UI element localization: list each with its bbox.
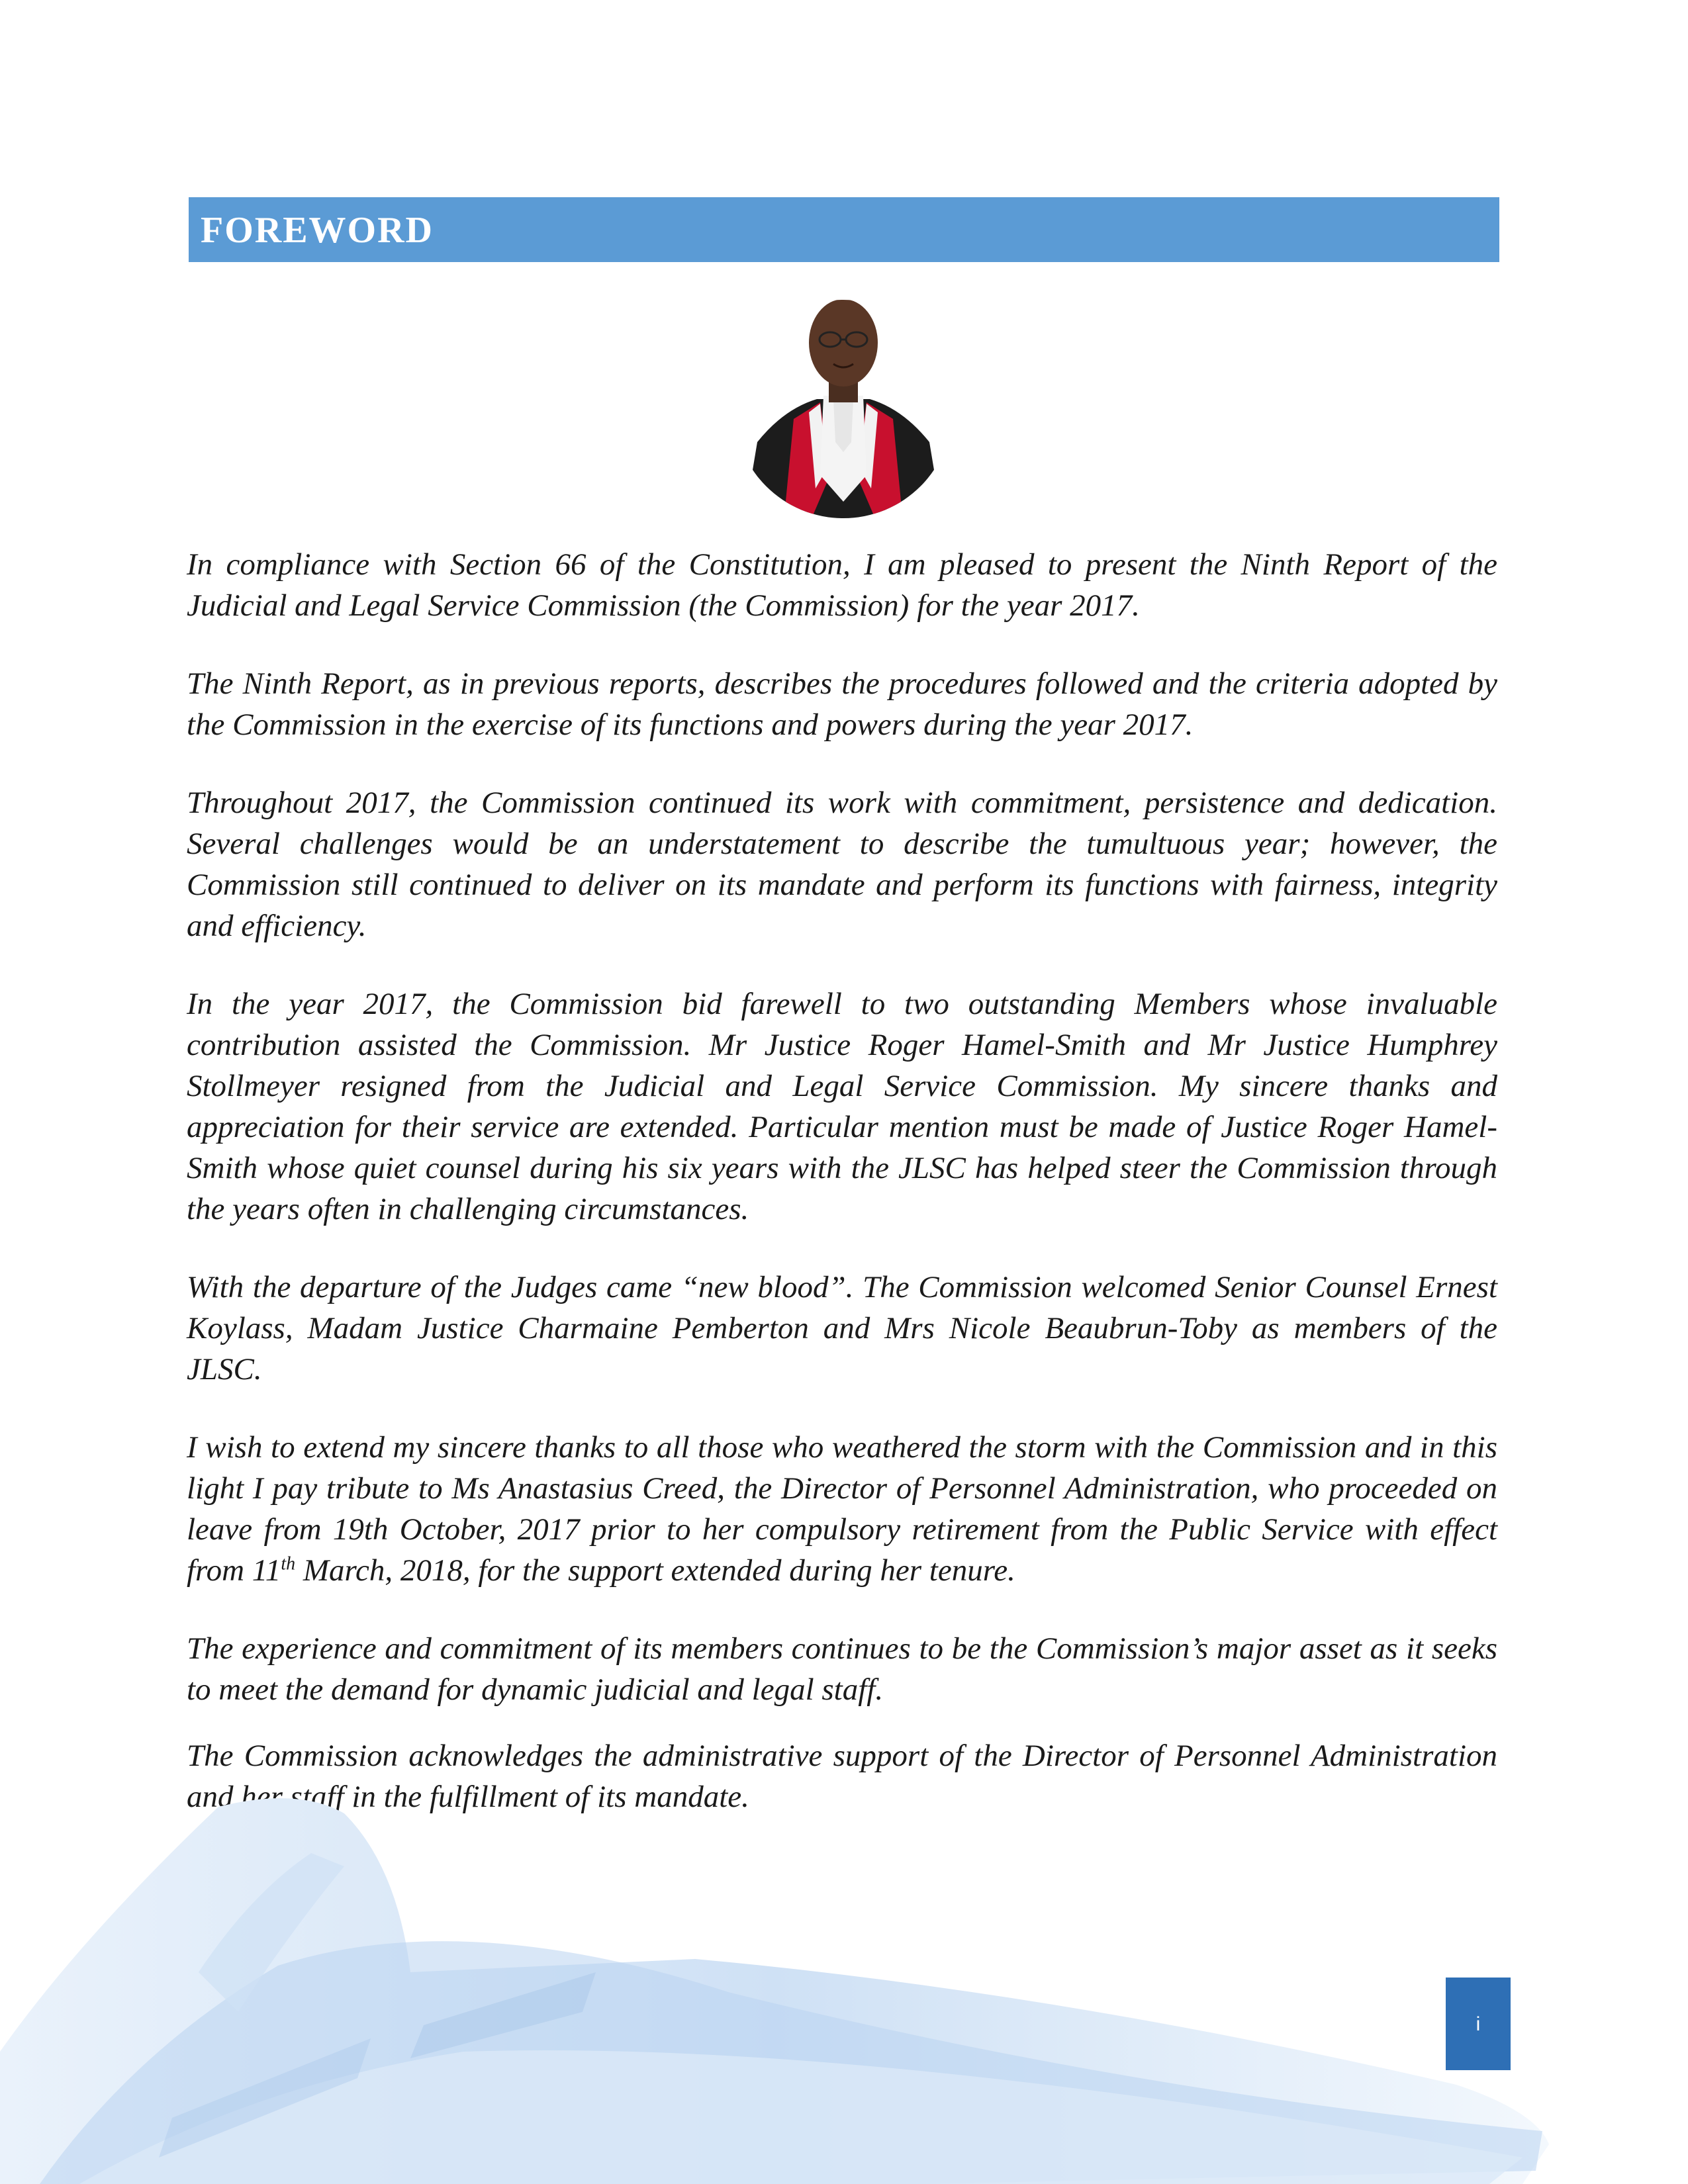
- paragraph-text: March, 2018, for the support extended during her tenure.: [295, 1553, 1015, 1588]
- portrait-photo: [731, 277, 956, 522]
- decorative-wave-graphic: [0, 1774, 1688, 2184]
- foreword-body: [187, 544, 1497, 1854]
- paragraph: The experience and commitment of its members continues to be the Commission’s major asset as it seeks to meet the demand for dynamic judicial and legal staff.: [187, 1631, 1497, 1707]
- section-title: FOREWORD: [201, 210, 434, 251]
- page-number-badge: [1446, 1978, 1511, 2070]
- paragraph-text: I wish to extend my sincere thanks to all those who weathered the storm with the Commission and in this light I pay tribute to Ms Anastasius Creed, the Director of Personnel Administration, who proceeded on leave from 19th October, 2017 prior to her compulsory retirement from the Public Service with effect from 11: [187, 1430, 1497, 1588]
- paragraph: In compliance with Section 66 of the Constitution, I am pleased to present the Ninth Report of the Judicial and Legal Service Commission (the Commission) for the year 2017.: [187, 547, 1497, 623]
- ordinal-suffix: th: [281, 1553, 296, 1574]
- paragraph: [187, 1427, 1497, 1591]
- paragraph: The Commission acknowledges the administrative support of the Director of Personnel Administration and her staff in the fulfillment of its mandate.: [187, 1739, 1497, 1814]
- paragraph: The Ninth Report, as in previous reports, describes the procedures followed and the criteria adopted by the Commission in the exercise of its functions and powers during the year 2017.: [187, 666, 1497, 742]
- page-number: i: [1476, 2013, 1481, 2035]
- paragraph: In the year 2017, the Commission bid farewell to two outstanding Members whose invaluable contribution assisted the Commission. Mr Justice Roger Hamel-Smith and Mr Justice Humphrey Stollmeyer resigned from the Judicial and Legal Service Commission. My sincere thanks and appreciation for their service are extended. Particular mention must be made of Justice Roger Hamel-Smith whose quiet counsel during his six years with the JLSC has helped steer the Commission through the years often in challenging circumstances.: [187, 987, 1497, 1226]
- section-header-banner: [189, 197, 1499, 262]
- paragraph: Throughout 2017, the Commission continued its work with commitment, persistence and dedication. Several challenges would be an understatement to describe the tumultuous year; however, the Commission still continued to deliver on its mandate and perform its functions with fairness, integrity and efficiency.: [187, 786, 1497, 943]
- paragraph: With the departure of the Judges came “new blood”. The Commission welcomed Senior Counsel Ernest Koylass, Madam Justice Charmaine Pemberton and Mrs Nicole Beaubrun-Toby as members of the JLSC.: [187, 1270, 1497, 1387]
